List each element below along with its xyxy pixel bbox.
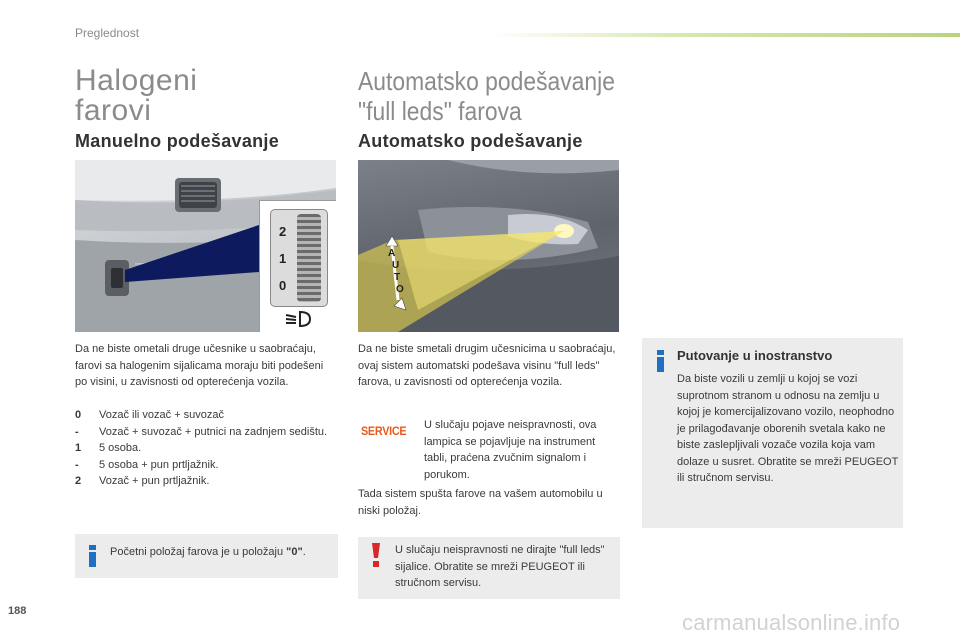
travel-abroad-box (642, 338, 903, 528)
list-value: 5 osoba. (99, 442, 142, 454)
list-key: - (75, 425, 79, 438)
title-auto-line2: "full leds" farova (358, 96, 522, 126)
warning-note (358, 537, 620, 599)
headlamp-level-icon (282, 309, 314, 329)
travel-abroad-text: Da biste vozili u zemlji u kojoj se vozi suprotnom stranom u odnosu na zemlju u kojoj je komercijalizovano vozilo, neophodno je prilagođavanje oborenih svetala kako ne biste zaslepljivali vozače vozila koja vam dolaze u susret. Obratite se mreži PEUGEOT ili stručnom servisu. (677, 373, 899, 484)
after-text: Tada sistem spušta farove na vašem automobilu u niski položaj. (358, 488, 603, 517)
list-item (75, 440, 337, 457)
watermark: carmanualsonline.info (682, 610, 901, 635)
initial-position-note (75, 534, 338, 578)
note-text (110, 544, 335, 561)
load-position-list (75, 407, 337, 490)
dial-housing (270, 209, 328, 307)
list-key: 1 (75, 442, 82, 454)
middle-intro-text: Da ne biste smetali drugim učesnicima u saobraćaju, ovaj sistem automatski podešava visinu "full leds" farova, u zavisnosti od opterećenja vozila. (358, 343, 616, 388)
list-item (75, 407, 337, 424)
travel-abroad-title: Putovanje u inostranstvo (677, 348, 833, 363)
list-item (75, 424, 337, 441)
height-adjust-dial-panel (259, 200, 336, 332)
warning-icon (370, 543, 382, 567)
headlamp-illustration (358, 160, 619, 332)
list-value: Vozač + suvozač + putnici na zadnjem sedištu. (99, 425, 328, 438)
list-value: Vozač ili vozač + suvozač (99, 409, 225, 421)
list-value: 5 osoba + pun prtljažnik. (99, 458, 219, 471)
title-halogen-line2: farovi (75, 94, 152, 127)
note-suffix: . (302, 546, 306, 558)
note-prefix: Početni položaj farova je u položaju (110, 546, 287, 558)
title-auto-line1: Automatsko podešavanje (358, 66, 615, 96)
list-value: Vozač + pun prtljažnik. (99, 475, 210, 487)
headlamp-drawing (358, 160, 619, 332)
dial-label-0: 0 (279, 278, 287, 293)
auto-letter-t: T (394, 272, 401, 283)
service-warning-lamp: SERVICE (361, 424, 407, 438)
list-key: 0 (75, 409, 82, 421)
left-intro-text: Da ne biste ometali druge učesnike u saobraćaju, farovi sa halogenim sijalicama moraju biti podešeni po visini, u zavisnosti od opterećenja vozila. (75, 343, 324, 388)
info-icon (654, 350, 667, 372)
dial-label-1: 1 (279, 251, 287, 266)
auto-letter-u: U (392, 260, 400, 271)
list-item (75, 473, 337, 490)
auto-letter-o: O (396, 284, 404, 295)
list-key: - (75, 458, 79, 471)
thumbwheel[interactable] (297, 214, 321, 302)
note-value: "0" (286, 546, 303, 558)
auto-letter-a: A (388, 248, 396, 259)
list-key: 2 (75, 475, 82, 487)
info-icon (86, 545, 99, 567)
list-item (75, 457, 337, 474)
dashboard-illustration (75, 160, 336, 332)
header-rule (490, 33, 960, 37)
subtitle-auto: Automatsko podešavanje (358, 131, 583, 151)
service-text: U slučaju pojave neispravnosti, ova lampica se pojavljuje na instrument tabli, praćena zvučnim signalom i porukom. (424, 419, 597, 481)
dial-label-2: 2 (279, 224, 287, 239)
title-halogen-line1: Halogeni (75, 64, 198, 97)
subtitle-manual: Manuelno podešavanje (75, 131, 280, 151)
warning-text: U slučaju neispravnosti ne dirajte "full leds" sijalice. Obratite se mreži PEUGEOT ili stručnom servisu. (395, 544, 605, 589)
section-label: Preglednost (75, 26, 140, 40)
page-number: 188 (8, 605, 27, 617)
